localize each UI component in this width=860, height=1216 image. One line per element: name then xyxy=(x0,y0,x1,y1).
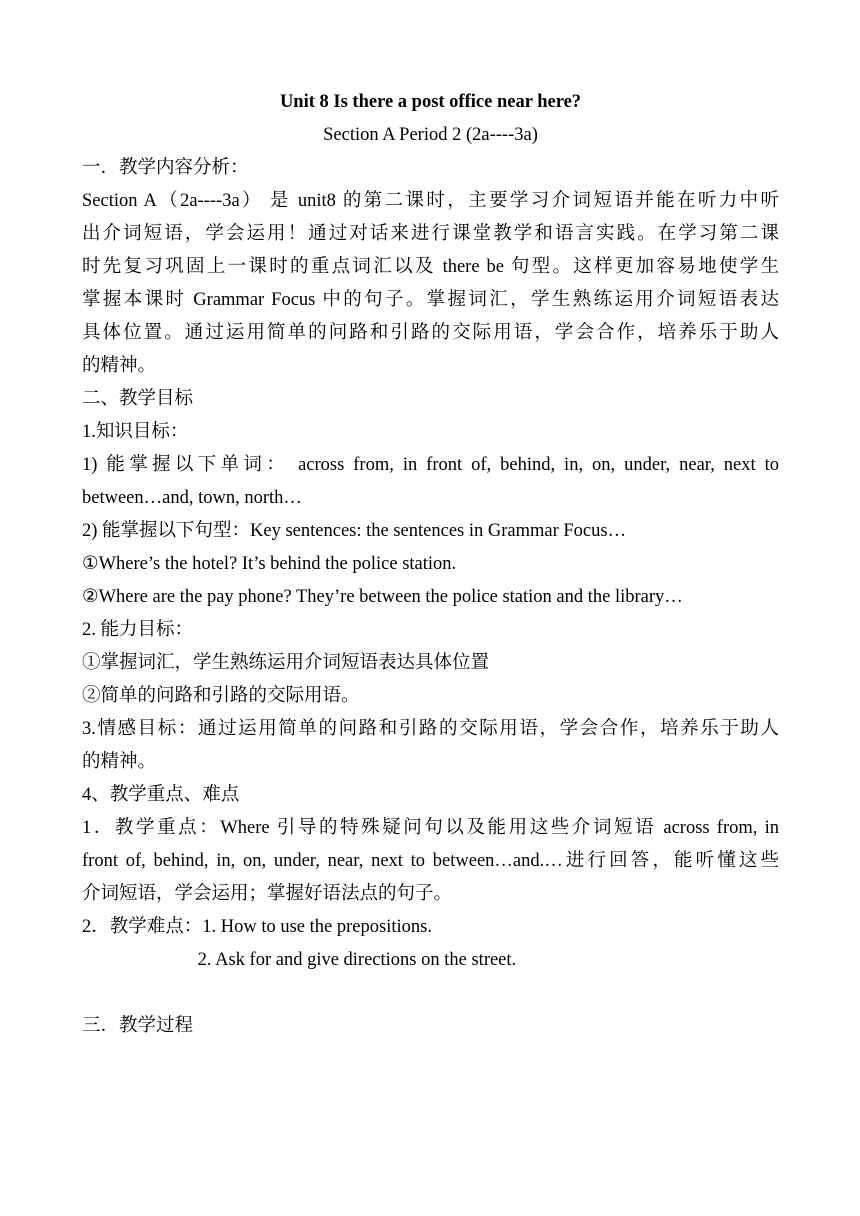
subheading-ability: 2. 能力目标： xyxy=(82,620,194,640)
section-heading-objectives: 二、教学目标 xyxy=(82,389,194,409)
subheading-knowledge: 1.知识目标： xyxy=(82,422,189,442)
section-heading-process: 三．教学过程 xyxy=(82,1016,194,1036)
section-heading-key-points: 4、教学重点、难点 xyxy=(82,785,240,805)
list-item: 2) 能掌握以下句型：Key sentences: the sentences in Grammar Focus… xyxy=(82,521,627,541)
list-item: 1) 能掌握以下单词： across from, in front of, behind, in, on, under, near, next to xyxy=(82,455,779,475)
list-item: ①掌握词汇，学生熟练运用介词短语表达具体位置 xyxy=(82,653,490,673)
list-item: 2．教学难点：1. How to use the prepositions. xyxy=(82,917,432,937)
paragraph-line: 具体位置。通过运用简单的问路和引路的交际用语，学会合作，培养乐于助人 xyxy=(82,323,779,343)
list-item-continued: 2. Ask for and give directions on the street. xyxy=(82,950,517,970)
example-sentence: ②Where are the pay phone? They’re between the police station and the library… xyxy=(82,587,683,607)
document-title: Unit 8 Is there a post office near here? xyxy=(279,92,582,112)
paragraph-line: 掌握本课时 Grammar Focus 中的句子。掌握词汇，学生熟练运用介词短语表达 xyxy=(82,290,779,310)
list-item: 1．教学重点：Where 引导的特殊疑问句以及能用这些介词短语 across from, in xyxy=(82,818,779,838)
example-sentence: ①Where’s the hotel? It’s behind the police station. xyxy=(82,554,457,574)
paragraph-line: 时先复习巩固上一课时的重点词汇以及 there be 句型。这样更加容易地使学生 xyxy=(82,257,779,277)
paragraph-line: 的精神。 xyxy=(82,752,157,772)
subheading-emotion: 3.情感目标：通过运用简单的问路和引路的交际用语，学会合作，培养乐于助人 xyxy=(82,719,779,739)
paragraph-line: Section A（2a----3a） 是 unit8 的第二课时，主要学习介词短语并能在听力中听 xyxy=(82,191,779,211)
list-item-continued: front of, behind, in, on, under, near, next to between…and.…进行回答，能听懂这些 xyxy=(82,851,779,871)
list-item: ②简单的问路和引路的交际用语。 xyxy=(82,686,360,706)
list-item-continued: 介词短语，学会运用；掌握好语法点的句子。 xyxy=(82,884,453,904)
paragraph-line: 的精神。 xyxy=(82,356,157,376)
list-item-continued: between…and, town, north… xyxy=(82,488,302,508)
document-subtitle: Section A Period 2 (2a----3a) xyxy=(323,125,538,145)
section-heading-content-analysis: 一．教学内容分析： xyxy=(82,158,249,178)
paragraph-line: 出介词短语，学会运用！通过对话来进行课堂教学和语言实践。在学习第二课 xyxy=(82,224,779,244)
